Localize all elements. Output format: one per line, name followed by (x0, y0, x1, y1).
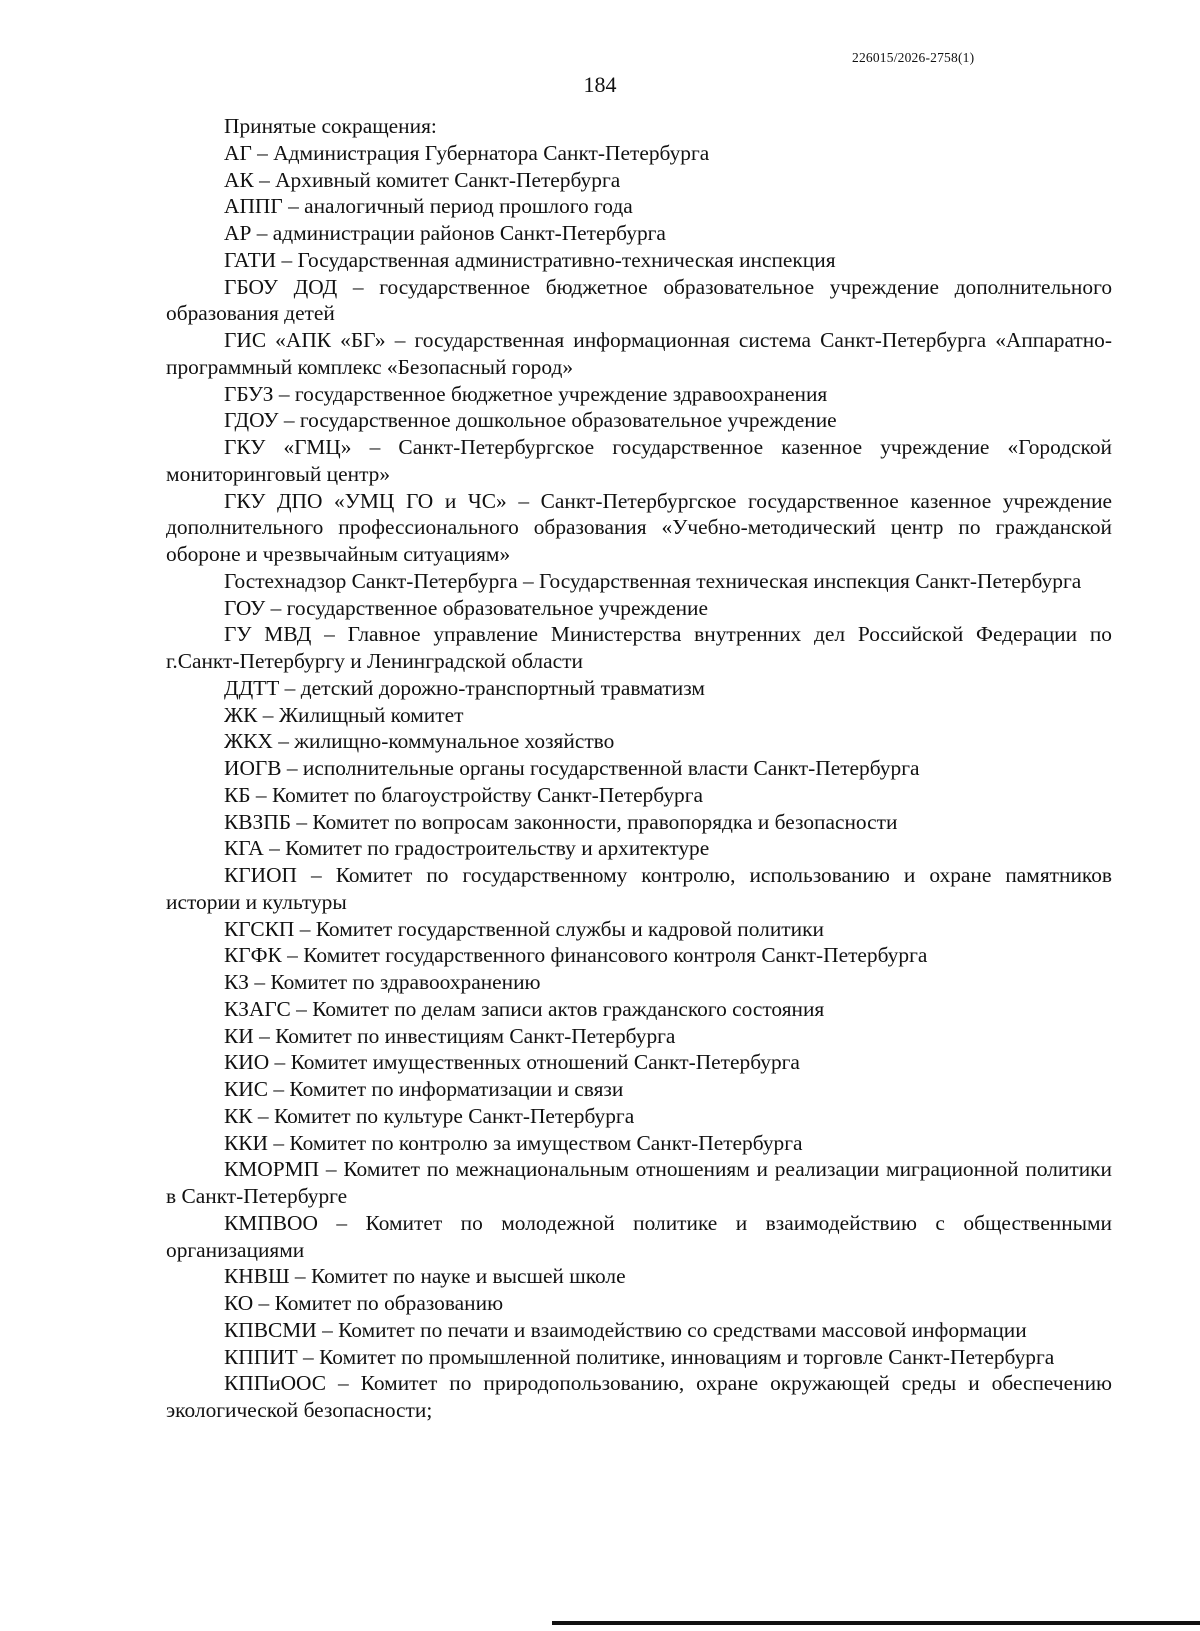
abbreviation-definition: жилищно-коммунальное хозяйство (294, 729, 615, 754)
abbreviation-definition: Жилищный комитет (278, 702, 464, 727)
abbreviation-entry (166, 1210, 1112, 1264)
abbreviation-code: КЗ – (224, 970, 270, 994)
abbreviation-entry (166, 755, 1112, 782)
abbreviation-definition: администрации районов Санкт-Петербурга (272, 221, 666, 245)
abbreviation-definition: Комитет по молодежной политике и взаимодействию с общественными организациями (166, 1210, 1113, 1262)
abbreviation-code: ИОГВ – (224, 756, 303, 780)
abbreviation-code: Гостехнадзор Санкт-Петербурга – (224, 569, 539, 593)
abbreviation-definition: государственное бюджетное образовательное учреждение дополнительного образования детей (166, 274, 1113, 326)
abbreviation-definition: государственная информационная система Санкт-Петербурга «Аппаратно-программный комплекс «Безопасный город» (166, 328, 1113, 379)
page-number: 184 (583, 72, 617, 97)
abbreviation-definition: Комитет по вопросам законности, правопорядка и безопасности (312, 809, 898, 834)
abbreviation-entry (166, 862, 1112, 916)
abbreviation-code: КК – (224, 1104, 274, 1128)
abbreviation-definition: государственное образовательное учреждение (286, 595, 708, 620)
abbreviation-entry (166, 274, 1112, 328)
abbreviation-entry (166, 167, 1112, 194)
abbreviation-entry (166, 140, 1112, 167)
abbreviation-code: КИО – (224, 1050, 291, 1074)
abbreviation-definition: Комитет государственной службы и кадровой политики (315, 916, 824, 941)
abbreviation-entry (166, 381, 1112, 408)
abbreviation-code: ЖК – (224, 703, 279, 727)
abbreviation-code: КМПВОО – (224, 1211, 366, 1235)
abbreviation-definition: Комитет по межнациональным отношениям и реализации миграционной политики в Санкт-Петербурге (166, 1157, 1112, 1208)
abbreviation-code: ДДТТ – (224, 676, 301, 700)
abbreviation-entries (166, 140, 1112, 1424)
abbreviation-code: АР – (224, 221, 273, 245)
abbreviation-code: КО – (224, 1291, 275, 1315)
abbreviation-entry (166, 220, 1112, 247)
abbreviation-entry (166, 407, 1112, 434)
abbreviation-entry (166, 1023, 1112, 1050)
abbreviation-definition: Комитет по информатизации и связи (289, 1077, 624, 1101)
abbreviation-definition: Администрация Губернатора Санкт-Петербурга (273, 140, 710, 165)
abbreviation-definition: Комитет имущественных отношений Санкт-Петербурга (290, 1050, 800, 1075)
scan-edge-line (552, 1621, 1200, 1625)
abbreviation-entry (166, 621, 1112, 675)
abbreviation-code: ЖКХ – (224, 729, 294, 753)
abbreviation-code: КПВСМИ – (224, 1318, 338, 1342)
abbreviation-entry (166, 942, 1112, 969)
abbreviation-code: ГБУЗ – (224, 382, 295, 406)
abbreviation-code: ГИС «АПК «БГ» – (224, 328, 415, 352)
abbreviation-entry (166, 728, 1112, 755)
abbreviation-entry (166, 327, 1112, 381)
abbreviation-definition: Государственная административно-техническая инспекция (297, 247, 836, 272)
abbreviation-code: КИ – (224, 1024, 275, 1048)
abbreviation-definition: Комитет по градостроительству и архитектуре (285, 836, 710, 861)
abbreviation-code: ГКУ ДПО «УМЦ ГО и ЧС» – (224, 489, 541, 513)
abbreviation-entry (166, 809, 1112, 836)
abbreviation-entry (166, 434, 1112, 488)
abbreviation-entry (166, 568, 1112, 595)
abbreviation-definition: Комитет государственного финансового контроля Санкт-Петербурга (303, 943, 928, 968)
abbreviation-code: ГКУ «ГМЦ» – (224, 435, 398, 459)
abbreviation-code: КГИОП – (224, 863, 336, 887)
abbreviation-entry (166, 1076, 1112, 1103)
abbreviation-code: ГУ МВД – (224, 622, 348, 646)
abbreviation-code: КГСКП – (224, 917, 316, 941)
abbreviation-definition: Комитет по инвестициям Санкт-Петербурга (275, 1023, 676, 1048)
abbreviation-entry (166, 1290, 1112, 1317)
abbreviation-entry (166, 1317, 1112, 1344)
abbreviation-entry (166, 675, 1112, 702)
abbreviation-definition: государственное дошкольное образовательное учреждение (299, 408, 837, 433)
abbreviation-definition: Главное управление Министерства внутренних дел Российской Федерации по г.Санкт-Петербургу и Ленинградской области (166, 622, 1112, 673)
abbreviation-entry (166, 1370, 1112, 1424)
abbreviation-entry (166, 488, 1112, 568)
abbreviations-heading: Принятые сокращения: (224, 114, 437, 138)
abbreviation-entry (166, 193, 1112, 220)
abbreviation-entry (166, 916, 1112, 943)
abbreviation-entry (166, 1049, 1112, 1076)
abbreviation-code: ККИ – (224, 1131, 289, 1155)
abbreviation-definition: Государственная техническая инспекция Санкт-Петербурга (539, 568, 1082, 593)
abbreviation-definition: Санкт-Петербургское государственное казенное учреждение дополнительного профессионального образования «Учебно-методический центр по гражданской обороне и чрезвычайным ситуациям» (166, 488, 1113, 566)
abbreviation-entry (166, 1103, 1112, 1130)
abbreviation-entry (166, 969, 1112, 996)
abbreviation-definition: Комитет по культуре Санкт-Петербурга (273, 1103, 635, 1128)
abbreviation-definition: Санкт-Петербургское государственное казенное учреждение «Городской мониторинговый центр» (166, 435, 1113, 486)
abbreviation-entry (166, 1344, 1112, 1371)
abbreviation-definition: аналогичный период прошлого года (304, 194, 633, 219)
abbreviation-code: КНВШ – (224, 1264, 311, 1288)
abbreviation-entry (166, 247, 1112, 274)
abbreviation-code: ГДОУ – (224, 408, 300, 432)
abbreviation-definition: детский дорожно-транспортный травматизм (300, 675, 705, 700)
abbreviation-code: КИС – (224, 1077, 289, 1101)
abbreviations-list (166, 113, 1112, 1424)
document-id: 226015/2026-2758(1) (852, 50, 975, 65)
abbreviation-entry (166, 1156, 1112, 1210)
abbreviation-definition: Комитет по контролю за имуществом Санкт-Петербурга (289, 1130, 803, 1155)
abbreviation-definition: Комитет по образованию (274, 1291, 504, 1315)
abbreviation-definition: Комитет по природопользованию, охране окружающей среды и обеспечению экологической безопасности; (166, 1371, 1113, 1422)
abbreviation-definition: Комитет по печати и взаимодействию со средствами массовой информации (338, 1317, 1027, 1342)
abbreviation-definition: Комитет по государственному контролю, использованию и охране памятников истории и культуры (166, 863, 1113, 914)
abbreviation-code: ГБОУ ДОД – (224, 275, 379, 299)
abbreviation-entry (166, 996, 1112, 1023)
abbreviation-code: АППГ – (224, 194, 304, 218)
abbreviation-definition: Комитет по здравоохранению (270, 970, 541, 994)
abbreviation-code: КППИТ – (224, 1345, 319, 1369)
abbreviation-code: АГ – (224, 141, 273, 165)
abbreviation-definition: Комитет по делам записи актов гражданского состояния (312, 996, 825, 1021)
abbreviation-code: КВЗПБ – (224, 810, 312, 834)
abbreviation-entry (166, 1130, 1112, 1157)
abbreviation-entry (166, 782, 1112, 809)
abbreviation-entry (166, 835, 1112, 862)
abbreviation-code: АК – (224, 168, 275, 192)
abbreviation-definition: Архивный комитет Санкт-Петербурга (275, 167, 621, 192)
abbreviation-definition: Комитет по промышленной политике, инновациям и торговле Санкт-Петербурга (319, 1344, 1055, 1369)
abbreviation-code: КГФК – (224, 943, 303, 967)
abbreviation-entry (166, 1263, 1112, 1290)
abbreviation-code: КМОРМП – (224, 1157, 343, 1181)
abbreviation-definition: Комитет по науке и высшей школе (310, 1264, 626, 1289)
abbreviation-entry (166, 702, 1112, 729)
abbreviation-definition: Комитет по благоустройству Санкт-Петербурга (271, 782, 703, 807)
abbreviation-entry (166, 595, 1112, 622)
abbreviation-code: КГА – (224, 836, 285, 860)
abbreviation-definition: государственное бюджетное учреждение здравоохранения (294, 381, 828, 406)
abbreviation-code: КППиООС – (224, 1371, 361, 1395)
abbreviation-definition: исполнительные органы государственной власти Санкт-Петербурга (302, 756, 920, 780)
abbreviation-code: КЗАГС – (224, 997, 312, 1021)
abbreviation-code: ГОУ – (224, 596, 287, 620)
abbreviation-code: КБ – (224, 783, 272, 807)
abbreviation-code: ГАТИ – (224, 248, 298, 272)
